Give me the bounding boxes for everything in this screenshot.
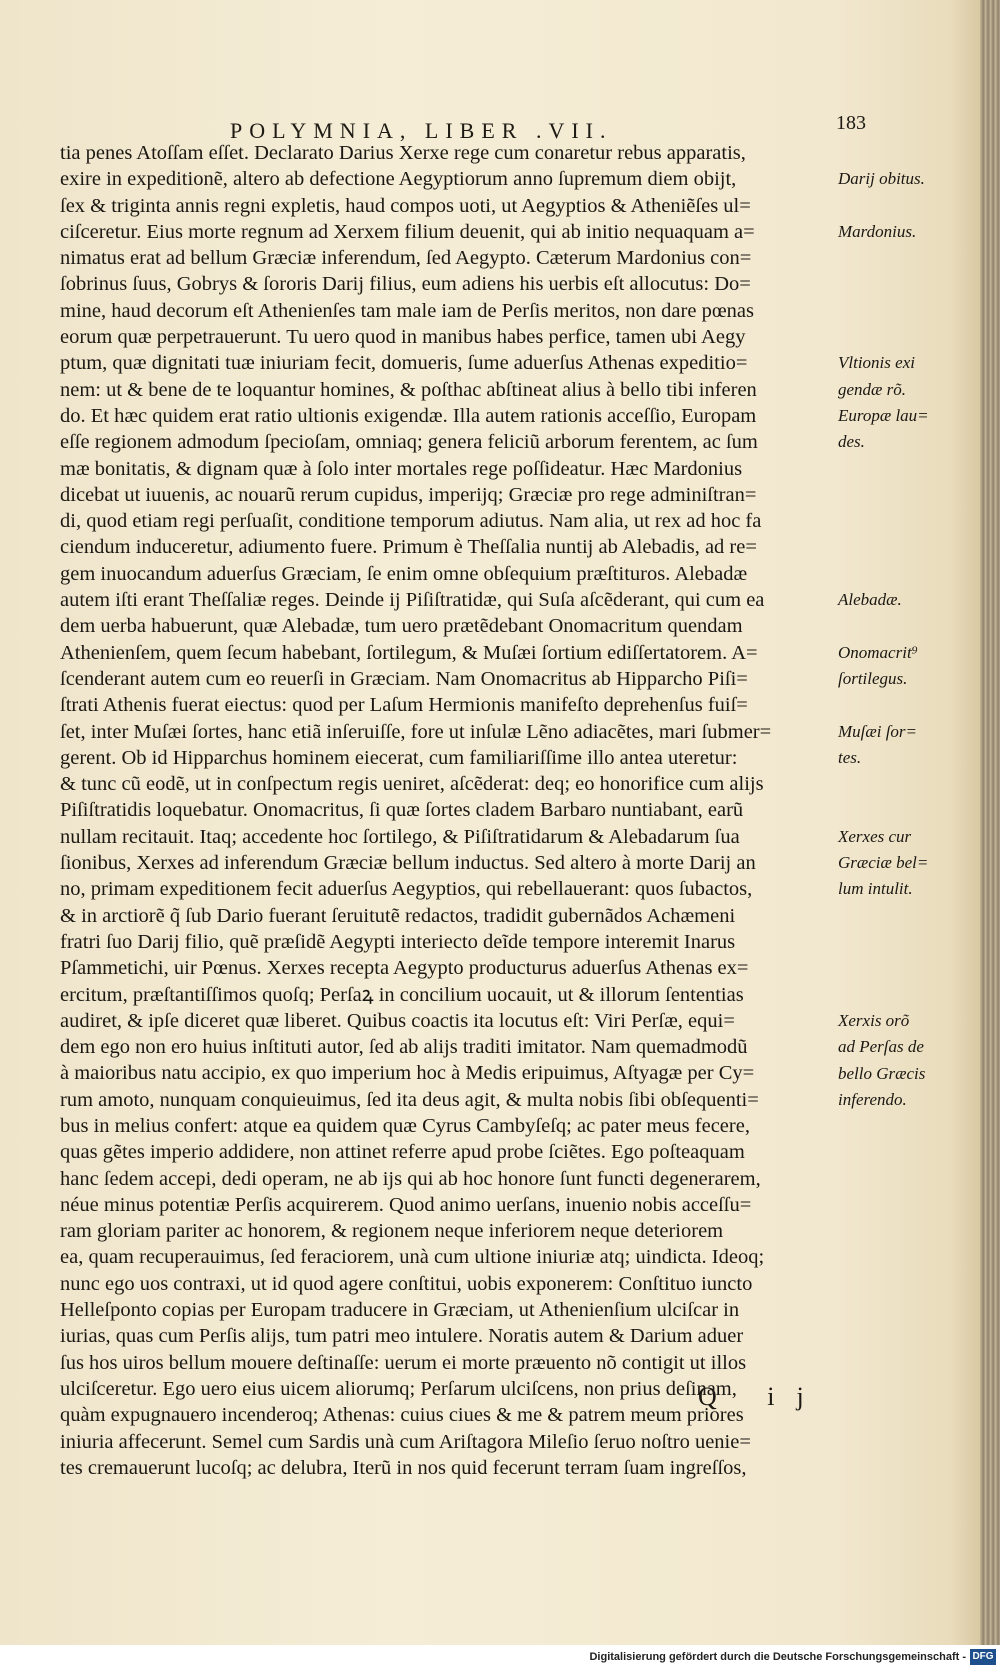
marginal-note: Onomacrit⁹ [838,642,918,662]
text-line: Helleſponto copias per Europam traducere in Græciam, ut Athenienſium ulciſcar in [60,1299,740,1322]
funding-credit: Digitalisierung gefördert durch die Deutsche Forschungsgemeinschaft - [589,1651,966,1663]
text-line: dem ego non ero huius inſtituti autor, ſed ab alijs traditi imitator. Nam quemadmodũ [60,1036,748,1059]
text-line: ſtrati Athenis fuerat eiectus: quod per Laſum Hermionis manifeſto deprehenſus fuiſ= [60,694,748,717]
text-line: nem: ut & bene de te loquantur homines, & poſthac abſtineat alius à bello tibi inferen [60,378,757,401]
signature-mark: Q ij [698,1382,826,1411]
text-line: eorum quæ perpetrauerunt. Tu uero quod in manibus habes perfice, tamen ubi Aegy [60,326,746,349]
dfg-logo: DFG [970,1649,996,1665]
text-line: mine, haud decorum eſt Athenienſes tam male iam de Perſis meritos, non dare pœnas [60,299,754,322]
text-line: nullam recitauit. Itaq; accedente hoc ſortilego, & Piſiſtratidarum & Alebadarum ſua [60,825,740,848]
text-line: quas gẽtes imperio addidere, non attinet referre apud probe ſciẽtes. Ego poſteaquam [60,1141,745,1164]
text-line: mæ bonitatis, & dignam quæ à ſolo inter mortales rege poſſideatur. Hæc Mardonius [60,457,743,480]
text-line: ptum, quæ dignitati tuæ iniuriam fecit, domueris, ſume aduerſus Athenas expeditio= [60,352,748,375]
text-line: tia penes Atoſſam eſſet. Declarato Darius Xerxe rege cum conaretur rebus apparatis, [60,142,746,164]
page-fore-edge [980,0,1000,1645]
text-line: dicebat ut iuuenis, ac nouarũ rerum cupidus, imperijq; Græciæ pro rege adminiſtran= [60,483,757,506]
text-line: iurias, quas cum Perſis alijs, tum patri meo intulere. Noratis autem & Darium aduer [60,1325,744,1348]
text-line: hanc ſedem accepi, dedi operam, ne ab ijs qui ab hoc honore ſunt functi degenerarem, [60,1167,761,1190]
text-line: & in arctiorẽ q̃ ſub Dario fuerant ſeruitutẽ redactos, tradidit gubernãdos Achæmeni [60,904,736,927]
text-line: eſſe regionem admodum ſpecioſam, omniaq; genera feliciũ arborum ferentem, ac ſum [60,431,758,454]
text-line: di, quod etiam regi perſuaſit, conditione temporum adiutus. Nam alia, ut rex ad hoc fa [60,510,762,533]
text-line: ſcenderant autem cum eo reuerſi in Græciam. Nam Onomacritus ab Hipparcho Piſi= [60,667,748,690]
text-line: à maioribus natu accipio, ex quo imperium hoc à Medis eripuimus, Aſtyagæ per Cy= [60,1062,755,1085]
text-line: gerent. Ob id Hipparchus hominem eiecerat, cum familiariſſime illo antea uteretur: [60,746,738,769]
text-line: no, primam expeditionem fecit aduerſus Aegyptios, qui rebellauerant: quos ſubactos, [60,878,753,901]
text-line: quàm expugnauero incenderoq; Athenas: cuius ciues & me & patrem meum priores [60,1404,744,1427]
text-line: Pſammetichi, uir Pœnus. Xerxes recepta Aegypto producturus aduerſus Athenas ex= [60,957,749,980]
text-line: Piſiſtratidis loquebatur. Onomacritus, ſi quæ ſortes cladem Barbaro nuntiabant, earũ [60,799,744,822]
marginal-note: Xerxes cur [838,826,912,846]
marginal-note: ſortilegus. [838,669,908,688]
text-line: ercitum, præſtantiſſimos quoſq; Perſaꝝ in concilium uocauit, ut & illorum ſententias [60,983,744,1006]
marginal-note: des. [838,432,865,452]
marginal-note: Alebadæ. [838,590,902,610]
marginal-note: bello Græcis [838,1063,926,1083]
text-line: autem iſti erant Theſſaliæ reges. Deinde ij Piſiſtratidæ, qui Suſa aſcẽderant, qui cum ea [60,589,765,612]
text-line: bus in melius confert: atque ea quidem quæ Cyrus Cambyſeſq; ac pater meus fecere, [60,1114,750,1137]
text-line: ſet, inter Muſæi ſortes, hanc etiã inſeruiſſe, fore ut inſulæ Lẽno adiacẽtes, mari ſubmer= [60,720,772,743]
text-line: ram gloriam pariter ac honorem, & regionem neque inferiorem neque deteriorem [60,1220,724,1243]
marginal-note: lum intulit. [838,879,913,899]
text-line: ea, quam recuperauimus, ſed feraciorem, unà cum ultione iniuriæ atq; uindicta. Ideoq; [60,1246,765,1269]
text-line: ulciſceretur. Ego uero eius uicem aliorumq; Perſarum ulciſcens, non prius deſinam, [60,1377,737,1400]
text-line: fratri ſuo Darij filio, quẽ præſidẽ Aegypti interiecto deĩde tempore interemit Inarus [60,930,736,953]
text-line: nunc ego uos contraxi, ut id quod agere conſtitui, uobis exponerem: Conſtituo iuncto [60,1272,753,1295]
marginal-note: Mardonius. [838,221,917,241]
page-number: 183 [836,112,866,134]
text-line: nimatus erat ad bellum Græciæ inferendum, ſed Aegypto. Cæterum Mardonius con= [60,247,752,270]
text-line: ſus hos uiros bellum mouere deſtinaſſe: uerum ei morte præuento nõ contigit ut illos [60,1351,747,1374]
marginal-note: Europæ lau= [838,406,929,425]
text-line: dem uerba habuerunt, quæ Alebadæ, tum uero prætẽdebant Onomacritum quendam [60,615,743,638]
footer-bar [0,1645,1000,1671]
text-line: Athenienſem, quem ſecum habebant, ſortilegum, & Muſæi ſortium ediſſertatorem. A= [60,641,758,664]
marginal-note: gendæ rõ. [838,379,906,399]
text-line: ciſceretur. Eius morte regnum ad Xerxem filium deuenit, qui ab initio nequaquam a= [60,220,755,243]
marginal-note: ad Perſas de [838,1037,924,1057]
text-line: audiret, & ipſe diceret quæ liberet. Quibus coactis ita locutus eſt: Viri Perſæ, equi= [60,1009,735,1032]
text-line: tes cremauerunt lucoſq; ac delubra, Iterũ in nos quid fecerunt terram ſuam ingreſſos, [60,1456,747,1479]
marginal-note: tes. [838,747,862,767]
marginal-note: Vltionis exi [838,353,915,373]
text-line: ſobrinus ſuus, Gobrys & ſororis Darij filius, eum adiens his uerbis eſt allocutus: Do= [60,273,751,296]
text-line: ſex & triginta annis regni expletis, haud compos uoti, ut Aegyptios & Atheniẽſes ul= [60,194,751,217]
text-line: ciendum induceretur, adiumento fuere. Primum è Theſſalia nuntij ab Alebadis, ad re= [60,536,757,559]
text-line: rum amoto, nunquam conquieuimus, ſed ita deus agit, & multa nobis ſibi obſequenti= [60,1088,759,1111]
text-line: ſionibus, Xerxes ad inferendum Græciæ bellum inductus. Sed altero à morte Darij an [60,852,756,875]
marginal-note: Muſæi ſor= [838,721,918,741]
marginal-note: inferendo. [838,1089,907,1109]
marginal-note: Græciæ bel= [838,853,929,873]
body-text [60,140,850,1481]
text-line: & tunc cũ eodẽ, ut in conſpectum regis ueniret, aſcẽderat: deq; eo honorifice cum alijs [60,773,764,796]
marginal-note: Darij obitus. [838,169,925,189]
text-line: do. Et hæc quidem erat ratio ultionis exigendæ. Illa autem rationis acceſſio, Europam [60,404,757,427]
marginal-note: Xerxis orõ [838,1010,910,1030]
text-line: iniuria affecerunt. Semel cum Sardis unà cum Ariſtagora Mileſio ſeruo noſtro uenie= [60,1430,751,1453]
running-head: POLYMNIA, LIBER .VII. [230,118,613,143]
text-line: néue minus potentiæ Perſis acquirerem. Quod animo uerſans, inuenio nobis acceſſu= [60,1193,752,1216]
text-line: gem inuocandum aduerſus Græciam, ſe enim omne obſequium præſtituros. Alebadæ [60,562,748,585]
text-line: exire in expeditionẽ, altero ab defectione Aegyptiorum anno ſupremum diem obijt, [60,168,737,191]
